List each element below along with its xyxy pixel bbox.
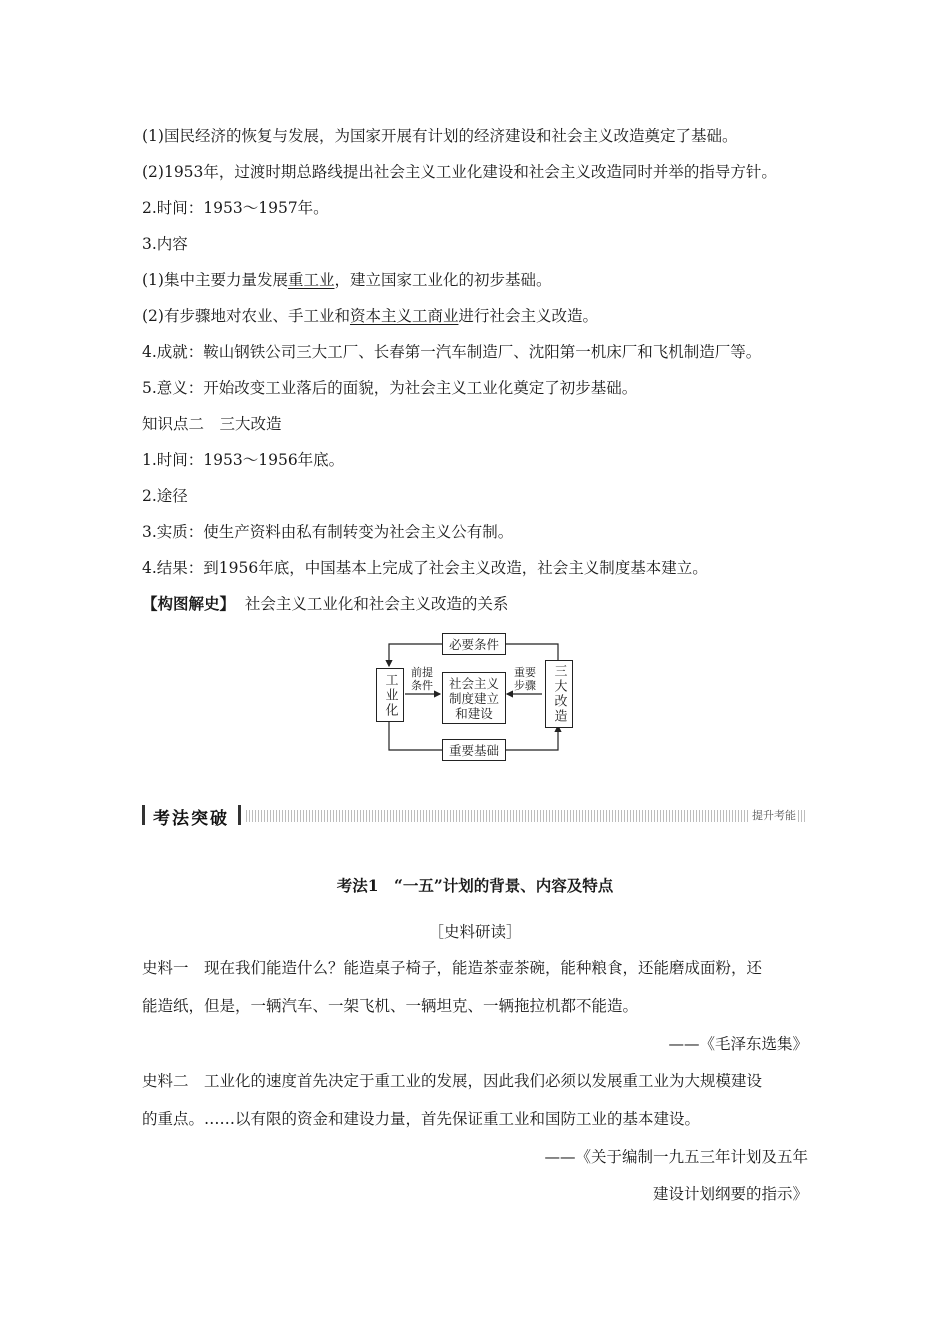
paragraph-line: 2.途径	[142, 487, 188, 505]
text-segment: (2)有步骤地对农业、手工业和	[142, 307, 350, 325]
banner-tag: 提升考能	[748, 807, 796, 823]
paragraph-line: 2.时间：1953～1957年。	[142, 199, 329, 217]
text-segment: ，建立国家工业化的初步基础。	[334, 271, 552, 289]
paragraph-line: 4.结果：到1956年底，中国基本上完成了社会主义改造，社会主义制度基本建立。	[142, 559, 708, 577]
source-text: 能造纸，但是，一辆汽车、一架飞机、一辆坦克、一辆拖拉机都不能造。	[142, 997, 639, 1015]
paragraph-line-capitalist	[142, 306, 598, 326]
key-step-label-line: 步骤	[514, 679, 536, 692]
three-transformations-box: 三大改造	[545, 660, 573, 728]
key-step-label-line: 重要	[514, 666, 536, 679]
socialist-system-line: 和建设	[455, 705, 493, 721]
underlined-term: 重工业	[287, 271, 335, 289]
source-citation: ——《关于编制一九五三年计划及五年	[544, 1148, 808, 1166]
paragraph-line: 4.成就：鞍山钢铁公司三大工厂、长春第一汽车制造厂、沈阳第一机床厂和飞机制造厂等。	[142, 343, 762, 361]
diagram-intro-text: 社会主义工业化和社会主义改造的关系	[244, 595, 509, 613]
premise-label-line: 条件	[411, 679, 433, 692]
source-text: 史料二 工业化的速度首先决定于重工业的发展，因此我们必须以发展重工业为大规模建设	[142, 1072, 763, 1090]
premise-label	[406, 666, 438, 692]
banner-title: 考法突破	[153, 809, 229, 829]
premise-label-line: 前提	[411, 666, 433, 679]
paragraph-line: 1.时间：1953～1956年底。	[142, 451, 345, 469]
industrialization-box: 工业化	[376, 668, 404, 722]
socialist-system-box	[442, 672, 506, 724]
diagram-intro-bracket: 【构图解史】	[142, 594, 236, 613]
socialist-system-line: 社会主义	[448, 675, 499, 691]
source-citation: ——《毛泽东选集》	[668, 1035, 808, 1053]
paragraph-line: 5.意义：开始改变工业落后的面貌，为社会主义工业化奠定了初步基础。	[142, 379, 638, 397]
source-citation: 建设计划纲要的指示》	[652, 1185, 808, 1203]
paragraph-line: (2)1953年，过渡时期总路线提出社会主义工业化建设和社会主义改造同时并举的指导方针。	[142, 163, 777, 181]
section-heading: 知识点二 三大改造	[142, 415, 282, 433]
underlined-term: 资本主义工商业	[349, 307, 459, 325]
source-text: 史料一 现在我们能造什么？能造桌子椅子，能造茶壶茶碗，能种粮食，还能磨成面粉，还	[142, 959, 763, 977]
paragraph-line-heavy-industry	[142, 270, 552, 290]
socialist-system-line: 制度建立	[448, 690, 499, 706]
paragraph-line: (1)国民经济的恢复与发展，为国家开展有计划的经济建设和社会主义改造奠定了基础。	[142, 127, 738, 145]
banner-bar	[142, 805, 145, 825]
banner-hatch	[246, 810, 806, 822]
important-foundation-box: 重要基础	[442, 739, 506, 761]
banner-bar	[238, 805, 241, 825]
method-title: 考法1 “一五”计划的背景、内容及特点	[336, 876, 614, 895]
key-step-label	[509, 666, 541, 692]
source-text: 的重点。……以有限的资金和建设力量，首先保证重工业和国防工业的基本建设。	[142, 1110, 701, 1128]
paragraph-line: 3.内容	[142, 235, 188, 253]
text-segment: 进行社会主义改造。	[458, 307, 598, 325]
relationship-diagram	[370, 628, 580, 768]
section-banner	[142, 802, 808, 828]
necessary-condition-box: 必要条件	[442, 633, 506, 655]
reading-label: ［史料研读］	[428, 923, 522, 941]
diagram-intro	[142, 594, 508, 614]
text-segment: (1)集中主要力量发展	[142, 271, 288, 289]
paragraph-line: 3.实质：使生产资料由私有制转变为社会主义公有制。	[142, 523, 514, 541]
